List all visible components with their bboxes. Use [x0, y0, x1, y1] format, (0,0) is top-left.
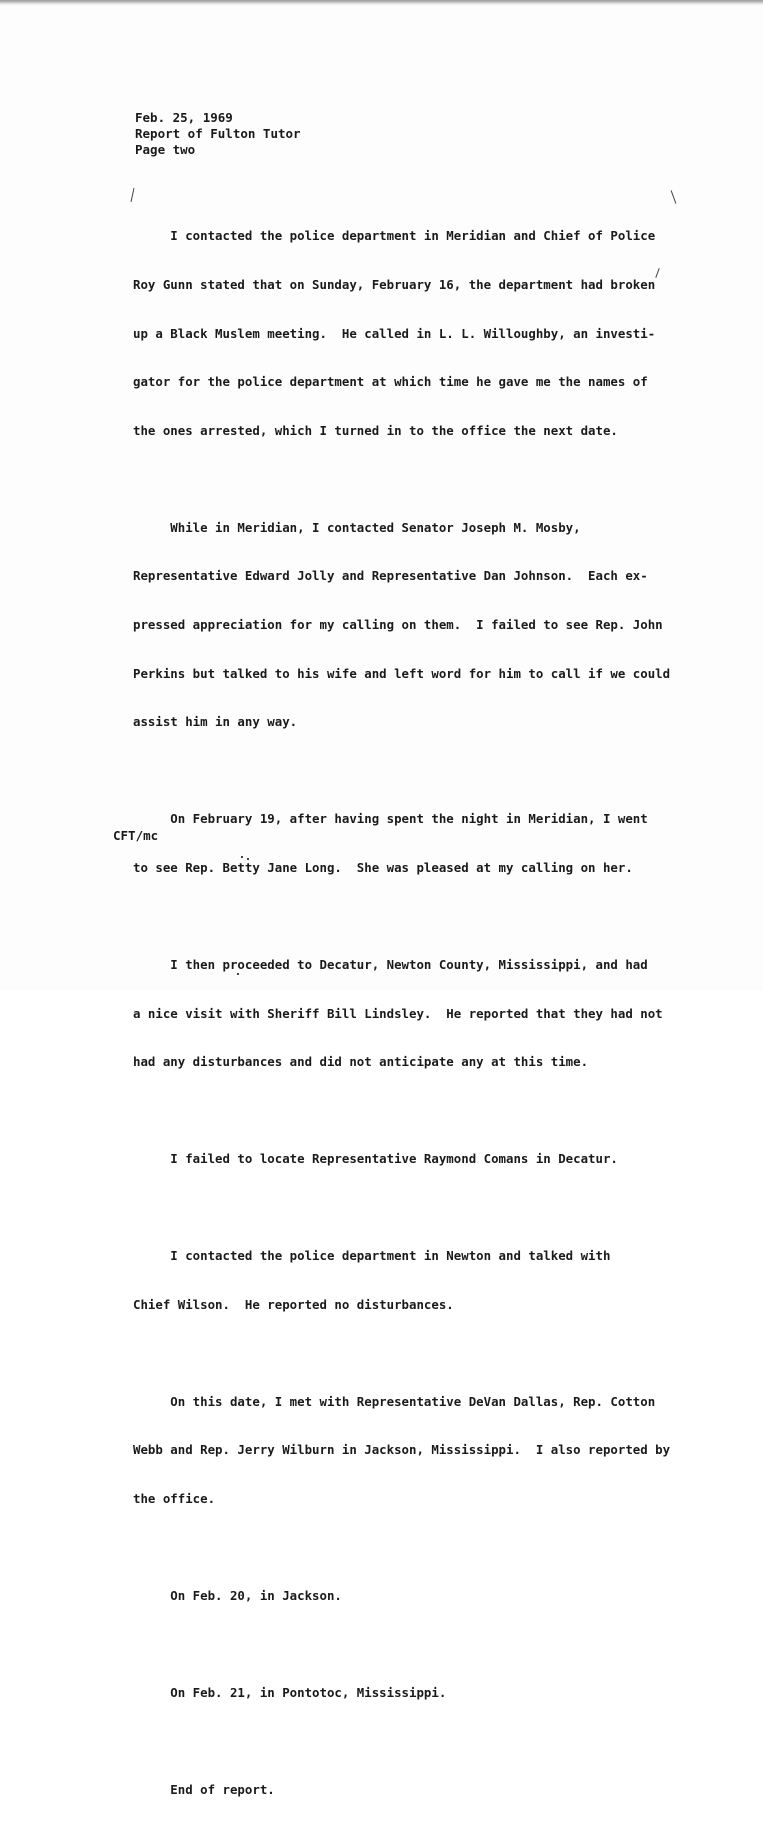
text-line: had any disturbances and did not anticipate any at this time. [133, 1054, 589, 1070]
text-line: On Feb. 20, in Jackson. [133, 1588, 342, 1604]
text-line: On February 19, after having spent the night in Meridian, I went [133, 811, 648, 827]
paragraph-gap [133, 1103, 681, 1119]
page-label: Page two [135, 142, 196, 157]
text-line: End of report. [133, 1782, 275, 1798]
paragraph-gap [133, 909, 681, 925]
scan-top-edge [0, 0, 763, 6]
text-line: assist him in any way. [133, 714, 298, 730]
paragraph-gap [133, 1200, 681, 1216]
text-line: On this date, I met with Representative DeVan Dallas, Rep. Cotton [133, 1393, 656, 1409]
text-line: While in Meridian, I contacted Senator Joseph M. Mosby, [133, 519, 581, 535]
paragraph-gap [133, 1540, 681, 1556]
paragraph-end [133, 1750, 681, 1831]
paragraph-police-meridian [133, 196, 681, 471]
text-line: Roy Gunn stated that on Sunday, February 16, the department had broken [133, 277, 656, 293]
report-header [135, 110, 301, 158]
paragraph-gap [133, 1637, 681, 1653]
text-line: the ones arrested, which I turned in to the office the next date. [133, 422, 618, 438]
text-line: I contacted the police department in Meridian and Chief of Police [133, 228, 656, 244]
text-line: up a Black Muslem meeting. He called in L. L. Willoughby, an investi- [133, 325, 656, 341]
speck [247, 858, 249, 860]
text-line: to see Rep. Betty Jane Long. She was pleased at my calling on her. [133, 859, 633, 875]
paragraph-comans [133, 1119, 681, 1200]
report-body [133, 196, 681, 1831]
text-line: Perkins but talked to his wife and left word for him to call if we could [133, 665, 671, 681]
paragraph-newton [133, 1216, 681, 1346]
paragraph-feb-21 [133, 1653, 681, 1734]
paragraph-decatur [133, 925, 681, 1103]
paragraph-feb-20 [133, 1556, 681, 1637]
text-line: I contacted the police department in Newton and talked with [133, 1248, 611, 1264]
text-line: I failed to locate Representative Raymond Comans in Decatur. [133, 1151, 618, 1167]
paragraph-meridian-contacts [133, 487, 681, 762]
text-line: gator for the police department at which time he gave me the names of [133, 374, 648, 390]
report-title: Report of Fulton Tutor [135, 126, 301, 141]
report-date: Feb. 25, 1969 [135, 110, 233, 125]
typist-initials: CFT/mc [113, 828, 159, 843]
paragraph-gap [133, 1734, 681, 1750]
speck [241, 856, 243, 858]
paragraph-gap [133, 1345, 681, 1361]
text-line: pressed appreciation for my calling on them. I failed to see Rep. John [133, 617, 663, 633]
text-line: Chief Wilson. He reported no disturbances. [133, 1296, 454, 1312]
text-line: a nice visit with Sheriff Bill Lindsley. He reported that they had not [133, 1005, 663, 1021]
paragraph-gap [133, 763, 681, 779]
paragraph-jackson-meeting [133, 1361, 681, 1539]
text-line: the office. [133, 1491, 216, 1507]
paragraph-gap [133, 471, 681, 487]
speck [237, 973, 239, 975]
text-line: Representative Edward Jolly and Representative Dan Johnson. Each ex- [133, 568, 648, 584]
text-line: On Feb. 21, in Pontotoc, Mississippi. [133, 1685, 447, 1701]
text-line: I then proceeded to Decatur, Newton County, Mississippi, and had [133, 956, 648, 972]
text-line: Webb and Rep. Jerry Wilburn in Jackson, Mississippi. I also reported by [133, 1442, 671, 1458]
paragraph-feb-19 [133, 779, 681, 909]
